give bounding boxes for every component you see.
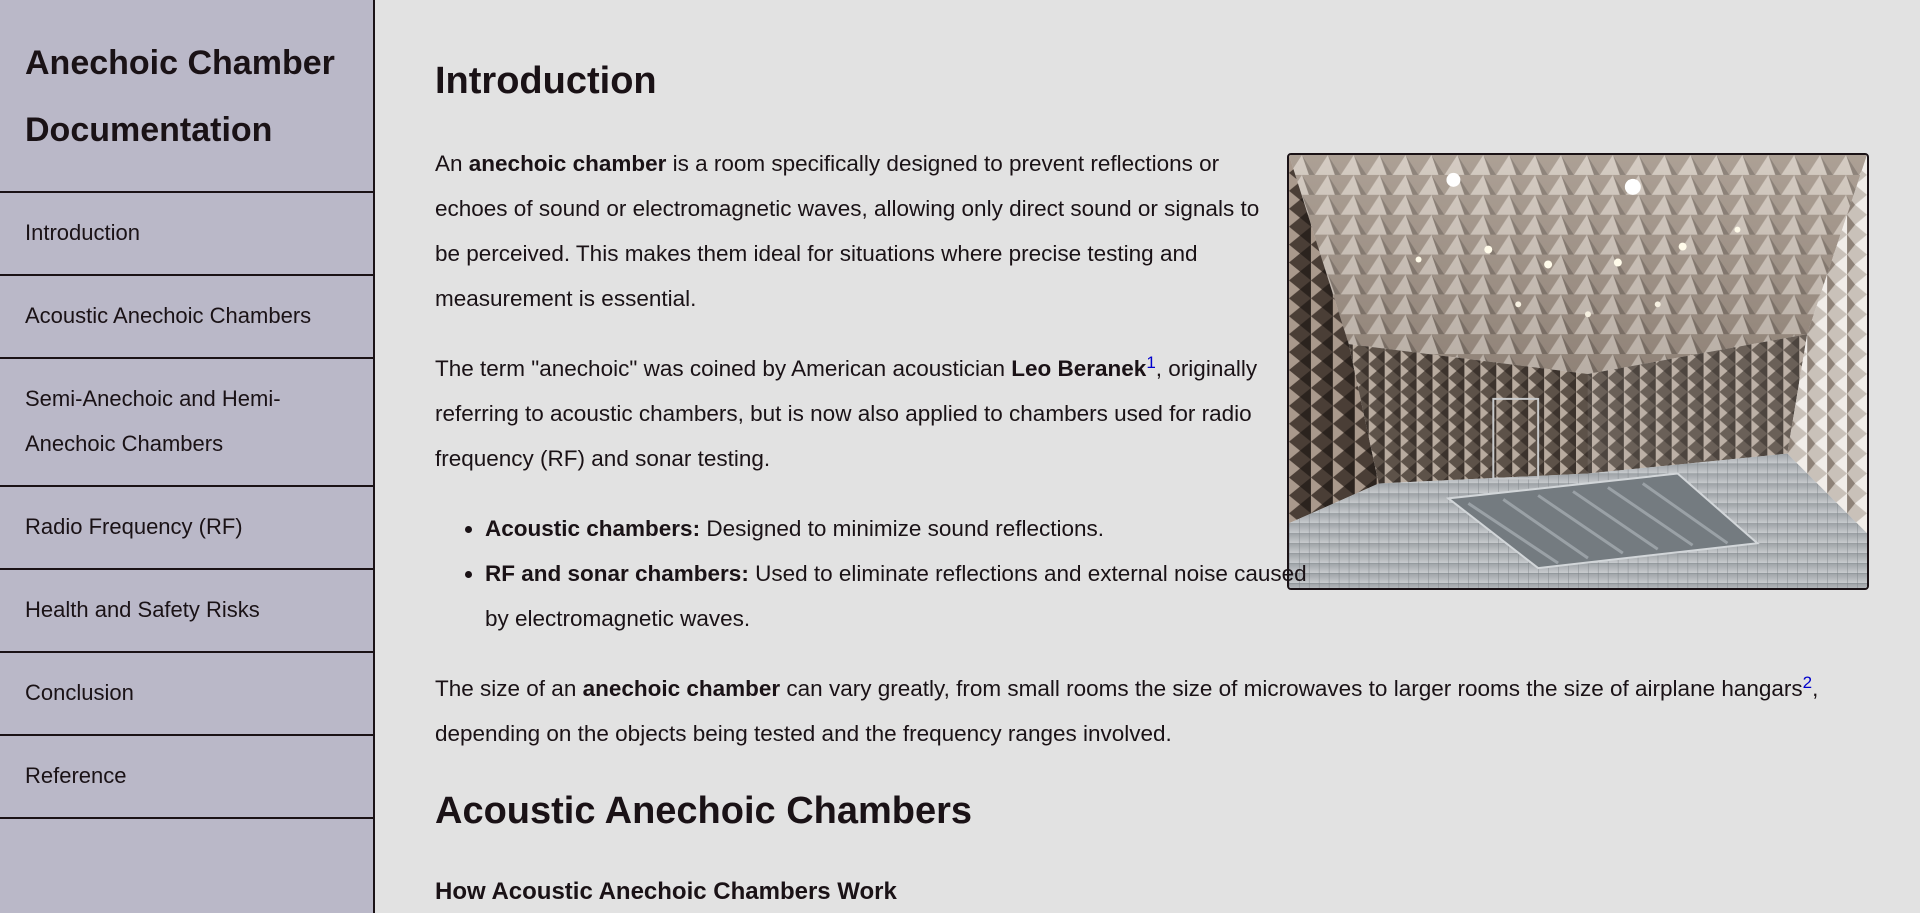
p3-text-a: The size of an [435, 676, 583, 701]
chamber-illustration [1289, 155, 1867, 588]
sidebar-item-conclusion[interactable]: Conclusion [0, 653, 373, 736]
list-item [485, 551, 1320, 641]
chamber-types-list [435, 506, 1320, 641]
footnote-link-2[interactable]: 2 [1802, 673, 1813, 692]
doc-title: Anechoic Chamber Documentation [25, 44, 335, 149]
footnote-link-1[interactable]: 1 [1146, 353, 1156, 372]
acoustic-chambers-heading: Acoustic Anechoic Chambers [435, 790, 973, 832]
intro-paragraph-3 [435, 666, 1860, 756]
p2-text-c: , originally referring to acoustic chambers, but is now also applied to chambers used for radio frequency (RF) and sonar testing. [435, 356, 1258, 471]
list-item-bold: RF and sonar chambers: [485, 561, 749, 586]
sidebar-nav [0, 193, 373, 819]
sidebar-header [0, 0, 373, 193]
list-item-text: Used to eliminate reflections and external noise caused by electromagnetic waves. [485, 561, 1307, 631]
sidebar-item-reference[interactable]: Reference [0, 736, 373, 819]
sidebar-item-radio-frequency[interactable]: Radio Frequency (RF) [0, 487, 373, 570]
p3-text-c: can vary greatly, from small rooms the size of microwaves to larger rooms the size of airplane hangars [780, 676, 1803, 701]
sidebar-item-semi-anechoic-chambers[interactable]: Semi-Anechoic and Hemi-Anechoic Chambers [0, 359, 373, 487]
p1-text-c: is a room specifically designed to prevent reflections or echoes of sound or electromagnetic waves, allowing only direct sound or signals to be perceived. This makes them ideal for situations where precise testing and measurement is essential. [435, 151, 1260, 311]
introduction-heading: Introduction [435, 60, 657, 102]
p3-bold-term: anechoic chamber [582, 676, 781, 701]
main-content [375, 0, 1920, 913]
sidebar [0, 0, 375, 913]
intro-paragraph-1 [435, 141, 1270, 321]
sidebar-item-acoustic-anechoic-chambers[interactable]: Acoustic Anechoic Chambers [0, 276, 373, 359]
sidebar-item-health-safety[interactable]: Health and Safety Risks [0, 570, 373, 653]
p2-bold-name: Leo Beranek [1011, 356, 1147, 381]
sidebar-item-introduction[interactable]: Introduction [0, 193, 373, 276]
list-item [485, 506, 1320, 551]
anechoic-chamber-photo [1287, 153, 1869, 590]
p3-text-d: , depending on the objects being tested and the frequency ranges involved. [435, 676, 1819, 746]
list-item-bold: Acoustic chambers: [485, 516, 701, 541]
intro-paragraph-2 [435, 346, 1270, 481]
p1-text-a: An [435, 151, 469, 176]
list-item-text: Designed to minimize sound reflections. [700, 516, 1105, 541]
how-chambers-work-heading: How Acoustic Anechoic Chambers Work [435, 878, 897, 905]
p2-text-a: The term "anechoic" was coined by American acoustician [435, 356, 1012, 381]
p1-bold-term: anechoic chamber [468, 151, 667, 176]
